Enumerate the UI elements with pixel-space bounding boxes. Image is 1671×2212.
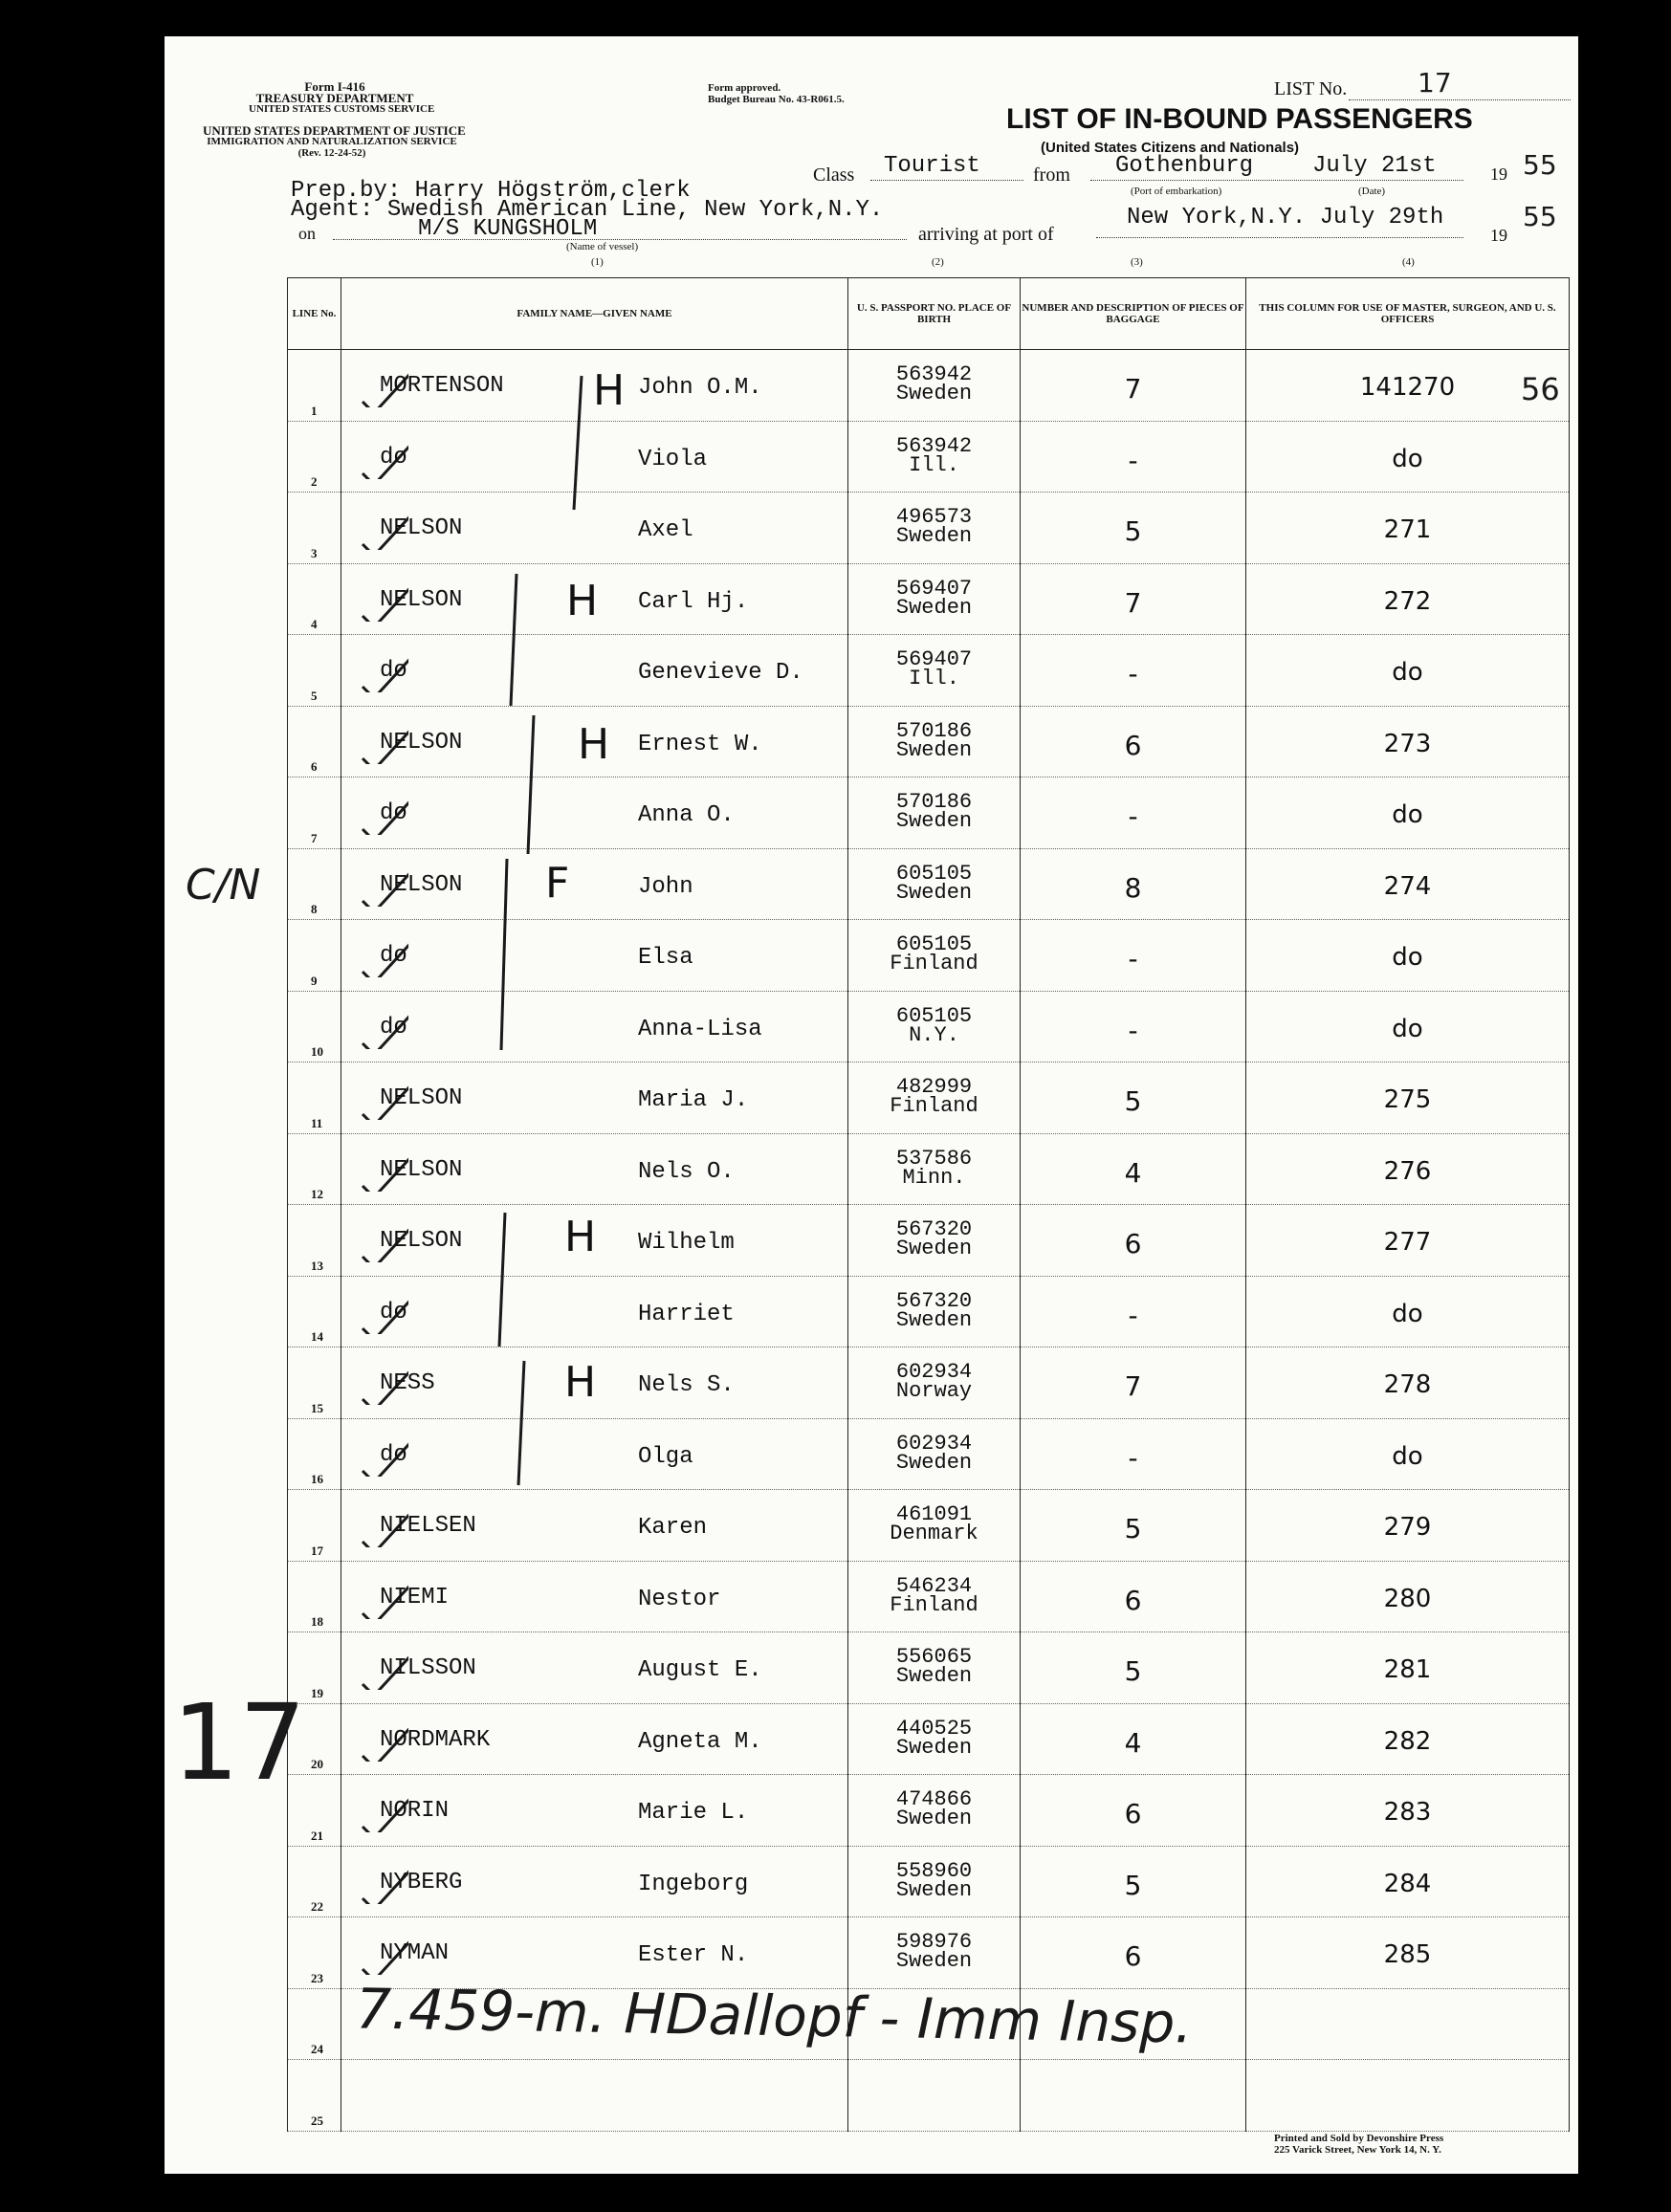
given-name: Axel: [638, 517, 693, 543]
page-title: LIST OF IN-BOUND PASSENGERS: [1006, 103, 1473, 135]
col-name: FAMILY NAME—GIVEN NAME: [341, 278, 848, 350]
place-of-birth: Finland: [890, 952, 978, 975]
form-number: Form I-416: [304, 79, 365, 94]
place-of-birth: Sweden: [895, 1877, 973, 1902]
baggage-count: -: [1128, 1441, 1138, 1474]
baggage-count: 7: [1124, 586, 1142, 619]
col-3-caption: (3): [1131, 256, 1143, 268]
passport-number: 482999: [895, 1075, 973, 1099]
place-of-birth: Sweden: [895, 1735, 973, 1760]
passport-number: 602934: [895, 1431, 973, 1456]
given-name: Genevieve D.: [638, 660, 803, 686]
officer-number: do: [1392, 1014, 1423, 1043]
given-name: Anna O.: [638, 802, 735, 828]
officer-number: do: [1392, 943, 1423, 972]
from-label: from: [1033, 164, 1070, 186]
list-no-label: LIST No.: [1274, 78, 1348, 99]
dept-treasury: TREASURY DEPARTMENT: [255, 91, 414, 105]
officer-number: do: [1392, 444, 1423, 473]
household-mark: H: [593, 366, 626, 415]
passport-number: 602934: [895, 1360, 973, 1384]
given-name: Viola: [638, 446, 708, 472]
baggage-count: -: [1128, 444, 1138, 476]
manifest-sheet: [165, 36, 1578, 2174]
year-prefix-2: 19: [1490, 226, 1507, 245]
family-name: NORIN: [380, 1798, 450, 1824]
given-name: August E.: [638, 1657, 762, 1683]
given-name: Carl Hj.: [638, 588, 749, 615]
place-of-birth: Sweden: [895, 1807, 973, 1830]
given-name: Anna-Lisa: [638, 1016, 762, 1042]
officer-number: 278: [1383, 1370, 1432, 1399]
officer-number: 276: [1383, 1156, 1432, 1186]
household-mark: H: [564, 1213, 597, 1261]
form-revision: (Rev. 12-24-52): [297, 147, 366, 159]
place-of-birth: N.Y.: [909, 1022, 959, 1047]
line-number: 5: [311, 688, 318, 703]
given-name: Maria J.: [638, 1087, 749, 1113]
officer-number: do: [1392, 800, 1423, 829]
place-of-birth: Sweden: [895, 737, 973, 762]
passport-number: 556065: [895, 1645, 973, 1669]
passport-number: 496573: [895, 505, 973, 529]
household-mark: H: [578, 720, 610, 769]
passport-number: 546234: [895, 1573, 973, 1598]
bracket-lines: [165, 36, 1578, 2174]
place-of-birth: Sweden: [895, 1450, 973, 1475]
passport-number: 563942: [895, 362, 973, 386]
passport-number: 567320: [895, 1288, 973, 1313]
given-name: Elsa: [638, 945, 693, 971]
baggage-count: 5: [1124, 515, 1142, 547]
family-name: NIEMI: [380, 1584, 450, 1610]
line-number: 15: [311, 1400, 323, 1415]
baggage-count: 5: [1124, 1085, 1142, 1117]
line-number: 1: [311, 403, 318, 418]
family-name: NELSON: [380, 1156, 463, 1183]
baggage-count: 4: [1124, 1726, 1142, 1759]
officer-number: 277: [1383, 1228, 1432, 1257]
prepared-by: Prep.by: Harry Högström,clerk: [291, 178, 691, 204]
baggage-count: 6: [1124, 1798, 1142, 1829]
line-number: 11: [311, 1115, 323, 1130]
passport-number: 569407: [895, 647, 973, 671]
given-name: Nels S.: [638, 1372, 735, 1398]
family-name: NORDMARK: [380, 1726, 491, 1753]
line-number: 16: [311, 1472, 323, 1486]
year-1: 55: [1523, 149, 1557, 181]
form-approved: Form approved.: [708, 82, 781, 94]
place-of-birth: Sweden: [895, 1949, 973, 1973]
family-name: do: [380, 658, 407, 684]
col-4-caption: (4): [1402, 256, 1415, 268]
given-name: Karen: [638, 1515, 708, 1541]
family-name: NELSON: [380, 871, 463, 898]
dept-customs: UNITED STATES CUSTOMS SERVICE: [249, 103, 435, 115]
officer-number: 283: [1383, 1798, 1432, 1827]
given-name: John: [638, 873, 693, 900]
family-name: NELSON: [380, 729, 463, 756]
col-officers: THIS COLUMN FOR USE OF MASTER, SURGEON, AND U. S. OFFICERS: [1246, 278, 1570, 350]
date-caption: (Date): [1358, 186, 1386, 197]
line-number: 14: [311, 1329, 323, 1344]
budget-bureau: Budget Bureau No. 43-R061.5.: [708, 94, 845, 105]
line-number: 3: [311, 545, 318, 560]
col-1-caption: (1): [591, 256, 604, 268]
place-of-birth: Ill.: [909, 667, 959, 690]
year-2: 55: [1523, 201, 1557, 232]
place-of-birth: Denmark: [890, 1522, 978, 1545]
col-2-caption: (2): [932, 256, 944, 268]
year-prefix-1: 19: [1490, 164, 1507, 184]
family-name: NESS: [380, 1370, 435, 1396]
line-number: 2: [311, 474, 318, 489]
place-of-birth: Sweden: [895, 524, 973, 548]
officer-number: 274: [1383, 871, 1432, 901]
page-subtitle: (United States Citizens and Nationals): [1041, 140, 1300, 156]
baggage-count: 5: [1124, 1655, 1142, 1687]
officer-number: do: [1392, 658, 1423, 687]
port-arrival: New York,N.Y. July 29th: [1127, 205, 1444, 230]
officer-number: 141270: [1359, 373, 1456, 402]
baggage-count: -: [1128, 658, 1138, 690]
passport-number: 461091: [895, 1502, 973, 1526]
place-of-birth: Sweden: [895, 382, 973, 405]
passport-number: 570186: [895, 718, 973, 743]
family-mark: F: [545, 859, 570, 908]
given-name: Ester N.: [638, 1942, 749, 1968]
line-number: 21: [311, 1828, 323, 1843]
passport-number: 440525: [895, 1716, 973, 1741]
line-number: 25: [311, 2113, 323, 2128]
col-passport: U. S. PASSPORT NO. PLACE OF BIRTH: [848, 278, 1021, 350]
passport-number: 569407: [895, 576, 973, 601]
family-name: NYBERG: [380, 1869, 463, 1895]
agent: Agent: Swedish American Line, New York,N.Y.: [291, 197, 884, 223]
list-no-value: 17: [1418, 67, 1452, 99]
line-number: 19: [311, 1685, 323, 1700]
passport-number: 537586: [895, 1146, 973, 1171]
baggage-count: 5: [1124, 1869, 1142, 1901]
given-name: Olga: [638, 1443, 693, 1470]
passport-number: 605105: [895, 932, 973, 956]
household-mark: H: [564, 1358, 597, 1407]
officer-number: 284: [1383, 1869, 1432, 1898]
baggage-count: 4: [1124, 1156, 1142, 1189]
family-name: NELSON: [380, 515, 463, 541]
given-name: Harriet: [638, 1301, 735, 1327]
officer-number: 285: [1383, 1940, 1432, 1969]
baggage-count: 5: [1124, 1513, 1142, 1544]
given-name: Nels O.: [638, 1158, 735, 1185]
passport-number: 474866: [895, 1787, 973, 1811]
place-of-birth: Finland: [890, 1592, 978, 1617]
line-number: 13: [311, 1258, 323, 1273]
dept-immigration: IMMIGRATION AND NATURALIZATION SERVICE: [207, 136, 457, 147]
margin-list-number-note: 17: [172, 1681, 306, 1804]
place-of-birth: Sweden: [895, 1664, 973, 1688]
family-name: NELSON: [380, 1085, 463, 1111]
class-value: Tourist: [884, 153, 980, 179]
line-number: 20: [311, 1757, 323, 1771]
given-name: Wilhelm: [638, 1230, 735, 1256]
family-name: do: [380, 943, 407, 969]
family-name: do: [380, 1299, 407, 1325]
baggage-count: -: [1128, 800, 1138, 832]
page-count-note: 56: [1521, 371, 1560, 407]
baggage-count: 7: [1124, 373, 1142, 405]
baggage-count: -: [1128, 1014, 1138, 1046]
line-number: 22: [311, 1899, 323, 1914]
officer-number: do: [1392, 1299, 1423, 1328]
baggage-count: -: [1128, 1299, 1138, 1331]
officer-number: 272: [1383, 586, 1432, 616]
officer-number: 282: [1383, 1726, 1432, 1756]
given-name: Nestor: [638, 1586, 721, 1612]
family-name: do: [380, 444, 407, 471]
given-name: Ernest W.: [638, 731, 762, 757]
given-name: Agneta M.: [638, 1728, 762, 1755]
vessel-caption: (Name of vessel): [566, 241, 639, 252]
port-embark: Gothenburg: [1115, 153, 1254, 179]
passport-number: 567320: [895, 1217, 973, 1241]
baggage-count: 6: [1124, 1940, 1142, 1972]
officer-number: 281: [1383, 1655, 1432, 1684]
line-number: 10: [311, 1044, 323, 1059]
place-of-birth: Sweden: [895, 595, 973, 620]
officer-number: 279: [1383, 1513, 1432, 1542]
baggage-count: 6: [1124, 1228, 1142, 1259]
col-baggage: NUMBER AND DESCRIPTION OF PIECES OF BAGGAGE: [1021, 278, 1246, 350]
baggage-count: 8: [1124, 871, 1142, 904]
baggage-count: -: [1128, 943, 1138, 975]
given-name: Ingeborg: [638, 1871, 749, 1897]
family-name: NELSON: [380, 586, 463, 613]
line-number: 9: [311, 973, 318, 988]
officer-number: 271: [1383, 515, 1432, 544]
place-of-birth: Sweden: [895, 880, 973, 905]
place-of-birth: Sweden: [895, 1307, 973, 1332]
line-number: 18: [311, 1614, 323, 1629]
line-number: 4: [311, 617, 318, 631]
port-embark-caption: (Port of embarkation): [1131, 186, 1222, 197]
passport-number: 598976: [895, 1930, 973, 1954]
given-name: Marie L.: [638, 1800, 749, 1826]
line-number: 12: [311, 1187, 323, 1201]
margin-cn-note: C/N: [186, 861, 261, 909]
line-number: 24: [311, 2042, 323, 2056]
vessel-name: M/S KUNGSHOLM: [418, 216, 598, 242]
family-name: NELSON: [380, 1228, 463, 1254]
line-number: 6: [311, 759, 318, 774]
col-line-no: LINE No.: [288, 278, 341, 350]
on-label: on: [298, 224, 316, 243]
baggage-count: 6: [1124, 1584, 1142, 1616]
line-number: 8: [311, 902, 318, 916]
officer-number: 273: [1383, 729, 1432, 758]
class-label: Class: [813, 164, 855, 186]
family-name: NILSSON: [380, 1655, 476, 1681]
passport-number: 605105: [895, 1003, 973, 1028]
family-name: NYMAN: [380, 1940, 450, 1966]
line-number: 7: [311, 830, 318, 845]
officer-number: 280: [1383, 1584, 1432, 1613]
household-mark: H: [566, 577, 599, 625]
officer-number: do: [1392, 1441, 1423, 1471]
line-number: 17: [311, 1543, 323, 1558]
passport-number: 605105: [895, 861, 973, 886]
inspector-signature: 7.459-m. HDallopf - Imm Insp.: [355, 1976, 1194, 2056]
family-name: do: [380, 800, 407, 826]
place-of-birth: Sweden: [895, 809, 973, 833]
dept-justice: UNITED STATES DEPARTMENT OF JUSTICE: [203, 123, 466, 138]
place-of-birth: Finland: [890, 1094, 978, 1118]
place-of-birth: Norway: [895, 1379, 973, 1403]
passport-number: 570186: [895, 790, 973, 814]
date-embark: July 21st: [1312, 153, 1437, 179]
family-name: NIELSEN: [380, 1513, 476, 1539]
family-name: do: [380, 1014, 407, 1040]
officer-number: 275: [1383, 1085, 1432, 1114]
family-name: do: [380, 1441, 407, 1468]
place-of-birth: Sweden: [895, 1237, 973, 1260]
baggage-count: 7: [1124, 1370, 1142, 1402]
place-of-birth: Ill.: [909, 452, 959, 477]
family-name: MORTENSON: [380, 373, 504, 399]
printer-line-1: Printed and Sold by Devonshire Press: [1274, 2133, 1444, 2144]
line-number: 23: [311, 1970, 323, 1985]
passport-number: 558960: [895, 1858, 973, 1883]
place-of-birth: Minn.: [902, 1165, 966, 1190]
passport-number: 563942: [895, 433, 973, 458]
given-name: John O.M.: [638, 375, 762, 401]
baggage-count: 6: [1124, 729, 1142, 761]
printer-line-2: 225 Varick Street, New York 14, N. Y.: [1274, 2144, 1441, 2156]
arriving-label: arriving at port of: [918, 224, 1054, 245]
